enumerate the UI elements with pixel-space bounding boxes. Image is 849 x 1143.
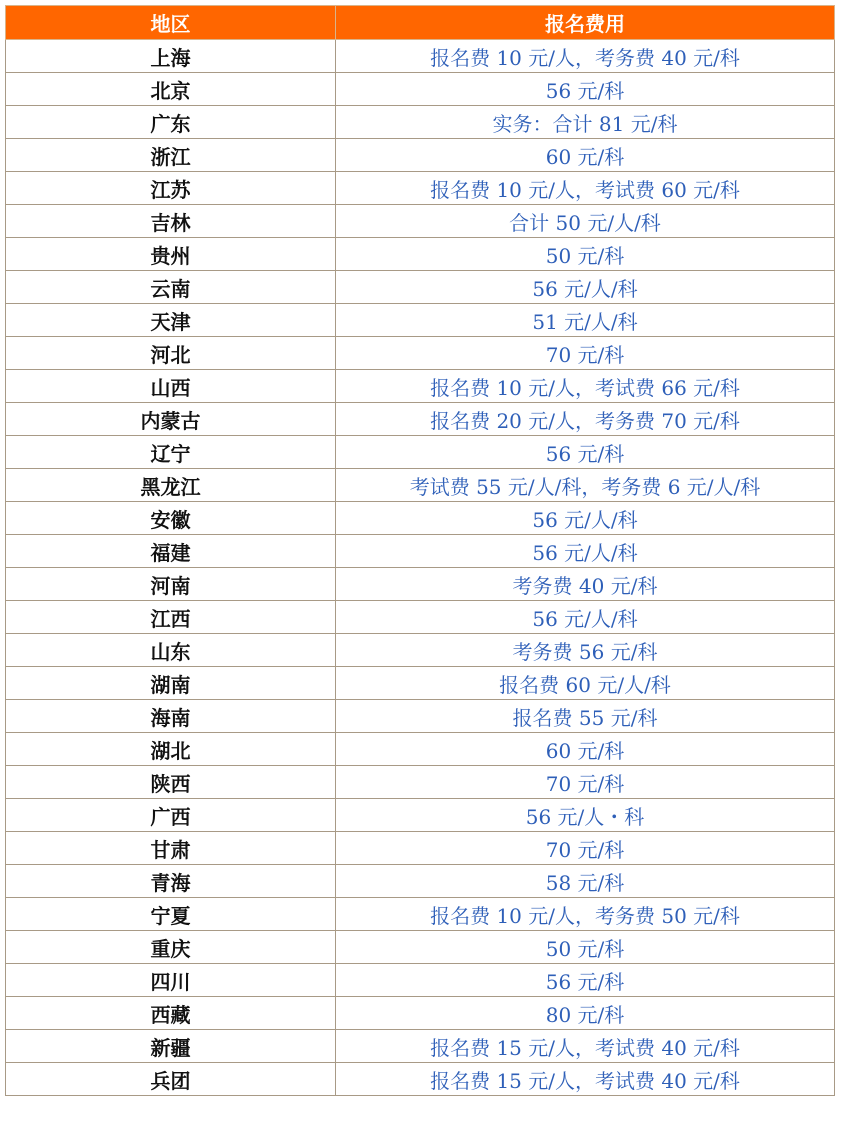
region-cell: 贵州 xyxy=(6,238,336,271)
table-row xyxy=(6,436,835,469)
region-cell: 广西 xyxy=(6,799,336,832)
region-cell: 浙江 xyxy=(6,139,336,172)
table-row xyxy=(6,370,835,403)
fee-cell: 报名费 60 元/人/科 xyxy=(336,667,835,700)
region-cell: 安徽 xyxy=(6,502,336,535)
fee-cell: 56 元/人/科 xyxy=(336,502,835,535)
fee-cell: 56 元/人/科 xyxy=(336,601,835,634)
region-cell: 四川 xyxy=(6,964,336,997)
fee-cell: 56 元/人/科 xyxy=(336,271,835,304)
fee-cell: 56 元/人・科 xyxy=(336,799,835,832)
table-header-row xyxy=(6,6,835,40)
fee-cell: 报名费 10 元/人，考试费 66 元/科 xyxy=(336,370,835,403)
region-cell: 兵团 xyxy=(6,1063,336,1096)
fee-cell: 实务：合计 81 元/科 xyxy=(336,106,835,139)
fee-table-container xyxy=(5,5,834,1096)
fee-cell: 56 元/科 xyxy=(336,964,835,997)
fee-cell: 报名费 15 元/人，考试费 40 元/科 xyxy=(336,1063,835,1096)
table-row xyxy=(6,403,835,436)
region-cell: 新疆 xyxy=(6,1030,336,1063)
fee-cell: 56 元/人/科 xyxy=(336,535,835,568)
fee-cell: 51 元/人/科 xyxy=(336,304,835,337)
fee-cell: 报名费 20 元/人，考务费 70 元/科 xyxy=(336,403,835,436)
region-cell: 湖南 xyxy=(6,667,336,700)
region-cell: 青海 xyxy=(6,865,336,898)
fee-cell: 合计 50 元/人/科 xyxy=(336,205,835,238)
fee-cell: 60 元/科 xyxy=(336,733,835,766)
table-body xyxy=(6,40,835,1096)
region-cell: 内蒙古 xyxy=(6,403,336,436)
table-row xyxy=(6,238,835,271)
fee-cell: 60 元/科 xyxy=(336,139,835,172)
table-row xyxy=(6,733,835,766)
header-fee: 报名费用 xyxy=(336,6,835,40)
fee-cell: 58 元/科 xyxy=(336,865,835,898)
table-row xyxy=(6,568,835,601)
fee-cell: 报名费 55 元/科 xyxy=(336,700,835,733)
region-cell: 陕西 xyxy=(6,766,336,799)
table-row xyxy=(6,634,835,667)
table-row xyxy=(6,1063,835,1096)
region-cell: 北京 xyxy=(6,73,336,106)
fee-cell: 56 元/科 xyxy=(336,73,835,106)
fee-cell: 50 元/科 xyxy=(336,931,835,964)
fee-cell: 报名费 10 元/人，考试费 60 元/科 xyxy=(336,172,835,205)
table-row xyxy=(6,997,835,1030)
region-cell: 广东 xyxy=(6,106,336,139)
region-cell: 宁夏 xyxy=(6,898,336,931)
fee-cell: 56 元/科 xyxy=(336,436,835,469)
fee-cell: 考务费 40 元/科 xyxy=(336,568,835,601)
table-row xyxy=(6,832,835,865)
table-row xyxy=(6,172,835,205)
region-cell: 河北 xyxy=(6,337,336,370)
fee-cell: 80 元/科 xyxy=(336,997,835,1030)
table-row xyxy=(6,139,835,172)
fee-cell: 50 元/科 xyxy=(336,238,835,271)
table-row xyxy=(6,205,835,238)
fee-cell: 报名费 15 元/人，考试费 40 元/科 xyxy=(336,1030,835,1063)
table-row xyxy=(6,766,835,799)
header-region: 地区 xyxy=(6,6,336,40)
region-cell: 辽宁 xyxy=(6,436,336,469)
table-row xyxy=(6,667,835,700)
region-cell: 福建 xyxy=(6,535,336,568)
table-row xyxy=(6,898,835,931)
table-row xyxy=(6,469,835,502)
region-cell: 甘肃 xyxy=(6,832,336,865)
region-cell: 海南 xyxy=(6,700,336,733)
region-cell: 天津 xyxy=(6,304,336,337)
fee-cell: 考试费 55 元/人/科，考务费 6 元/人/科 xyxy=(336,469,835,502)
table-row xyxy=(6,271,835,304)
fee-cell: 报名费 10 元/人，考务费 50 元/科 xyxy=(336,898,835,931)
region-cell: 云南 xyxy=(6,271,336,304)
table-row xyxy=(6,964,835,997)
table-row xyxy=(6,931,835,964)
region-cell: 江西 xyxy=(6,601,336,634)
fee-cell: 70 元/科 xyxy=(336,832,835,865)
table-row xyxy=(6,502,835,535)
table-row xyxy=(6,106,835,139)
table-row xyxy=(6,865,835,898)
region-cell: 湖北 xyxy=(6,733,336,766)
region-cell: 上海 xyxy=(6,40,336,73)
table-row xyxy=(6,1030,835,1063)
table-row xyxy=(6,304,835,337)
region-cell: 重庆 xyxy=(6,931,336,964)
fee-cell: 考务费 56 元/科 xyxy=(336,634,835,667)
region-cell: 西藏 xyxy=(6,997,336,1030)
exam-fee-table xyxy=(5,5,835,1096)
region-cell: 山东 xyxy=(6,634,336,667)
table-row xyxy=(6,73,835,106)
fee-cell: 报名费 10 元/人，考务费 40 元/科 xyxy=(336,40,835,73)
region-cell: 吉林 xyxy=(6,205,336,238)
table-row xyxy=(6,535,835,568)
region-cell: 河南 xyxy=(6,568,336,601)
table-row xyxy=(6,601,835,634)
table-row xyxy=(6,700,835,733)
region-cell: 黑龙江 xyxy=(6,469,336,502)
table-row xyxy=(6,799,835,832)
fee-cell: 70 元/科 xyxy=(336,337,835,370)
table-row xyxy=(6,40,835,73)
fee-cell: 70 元/科 xyxy=(336,766,835,799)
table-row xyxy=(6,337,835,370)
region-cell: 江苏 xyxy=(6,172,336,205)
region-cell: 山西 xyxy=(6,370,336,403)
